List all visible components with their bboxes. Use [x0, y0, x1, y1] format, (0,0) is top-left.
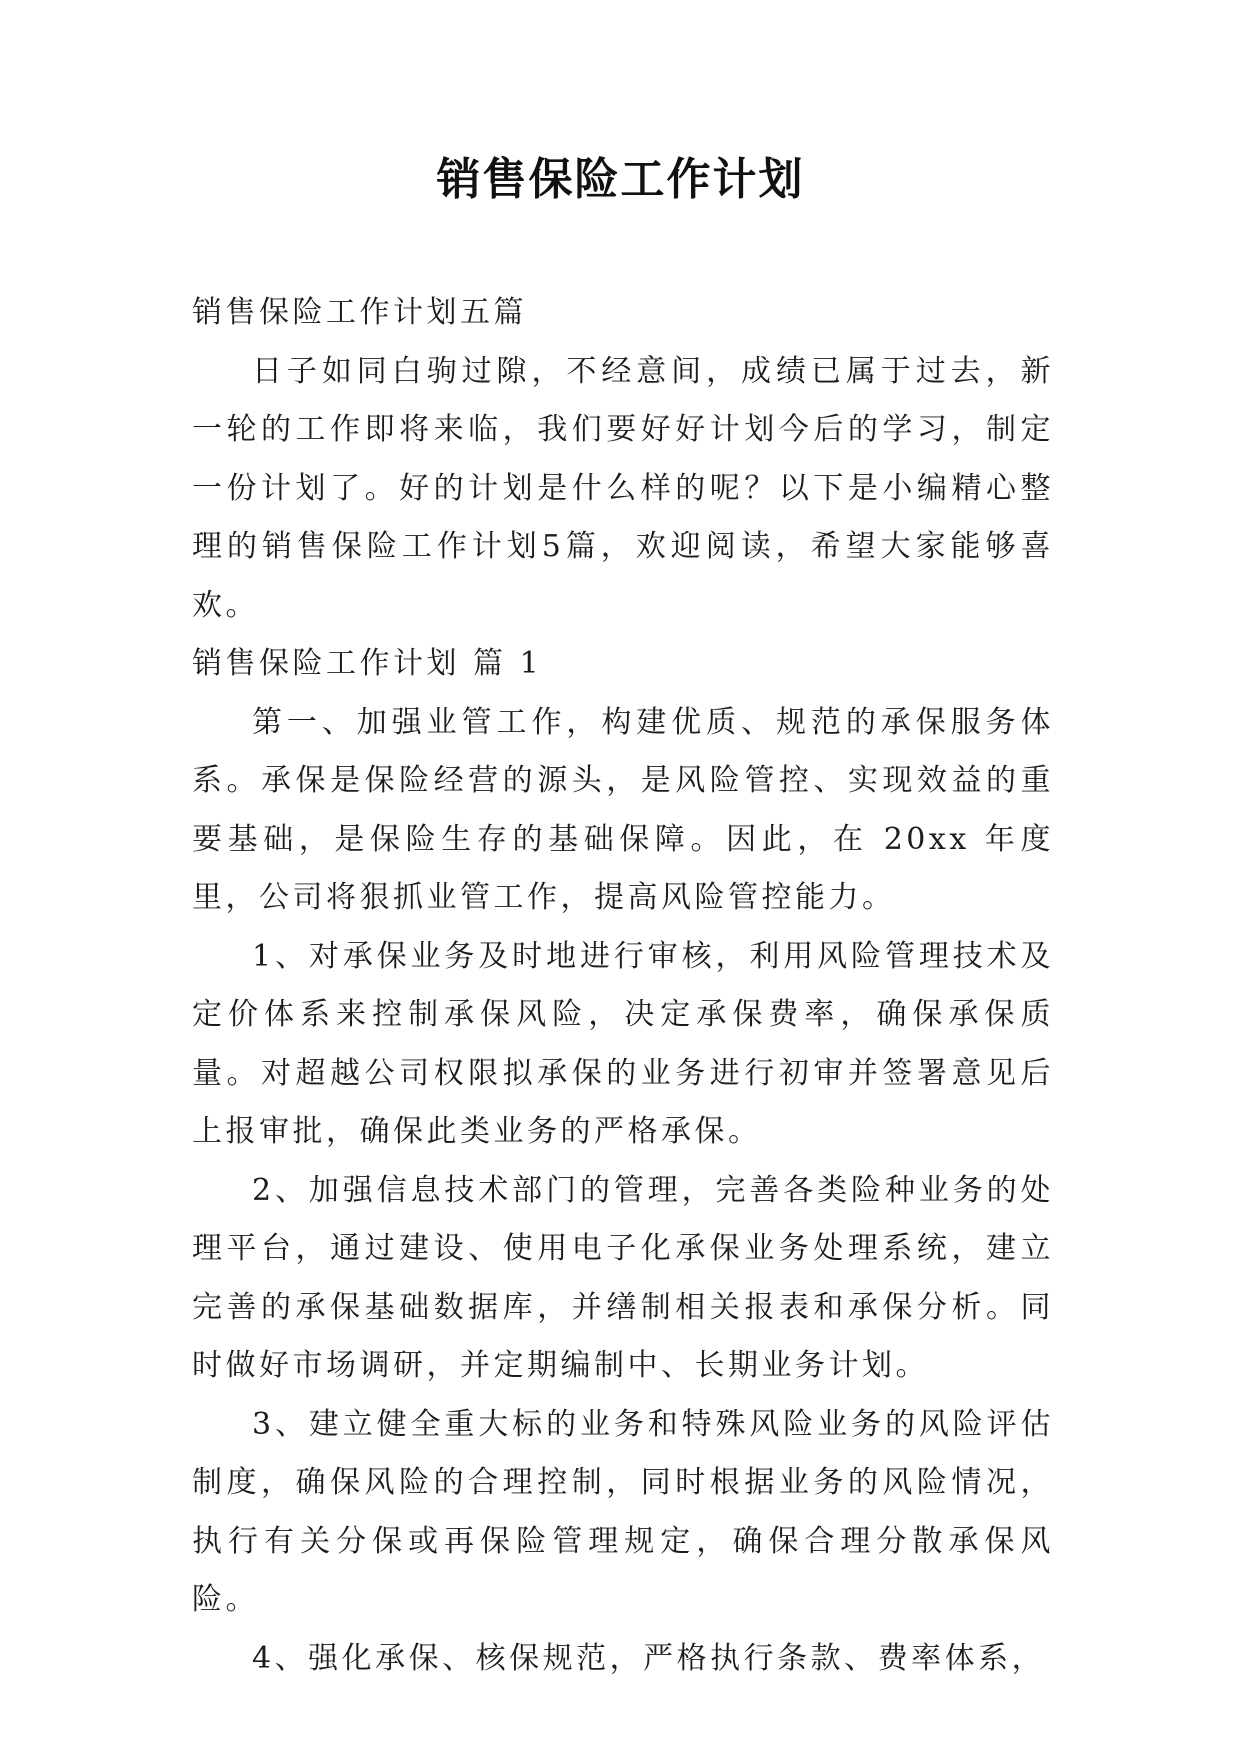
body-paragraph: 第一、加强业管工作，构建优质、规范的承保服务体系。承保是保险经营的源头，是风险管控、实现效益的重要基础，是保险生存的基础保障。因此，在 20xx 年度里，公司将狠抓业管工作，提高风险管控能力。 — [192, 704, 1054, 915]
section-heading: 销售保险工作计划 篇 1 — [192, 646, 543, 681]
document-title: 销售保险工作计划 — [436, 154, 805, 205]
document-body — [192, 284, 1054, 1688]
body-paragraph: 1、对承保业务及时地进行审核，利用风险管理技术及定价体系来控制承保风险，决定承保费率，确保承保质量。对超越公司权限拟承保的业务进行初审并签署意见后上报审批，确保此类业务的严格承保。 — [192, 938, 1054, 1149]
document-subtitle: 销售保险工作计划五篇 — [192, 295, 527, 330]
body-paragraph: 3、建立健全重大标的业务和特殊风险业务的风险评估制度，确保风险的合理控制，同时根据业务的风险情况，执行有关分保或再保险管理规定，确保合理分散承保风险。 — [192, 1406, 1054, 1617]
intro-paragraph: 日子如同白驹过隙，不经意间，成绩已属于过去，新一轮的工作即将来临，我们要好好计划今后的学习，制定一份计划了。好的计划是什么样的呢？以下是小编精心整理的销售保险工作计划5篇，欢迎阅读，希望大家能够喜欢。 — [192, 353, 1054, 623]
body-paragraph: 2、加强信息技术部门的管理，完善各类险种业务的处理平台，通过建设、使用电子化承保业务处理系统，建立完善的承保基础数据库，并缮制相关报表和承保分析。同时做好市场调研，并定期编制中、长期业务计划。 — [192, 1172, 1054, 1383]
body-paragraph: 4、强化承保、核保规范，严格执行条款、费率体系， — [252, 1640, 1046, 1676]
